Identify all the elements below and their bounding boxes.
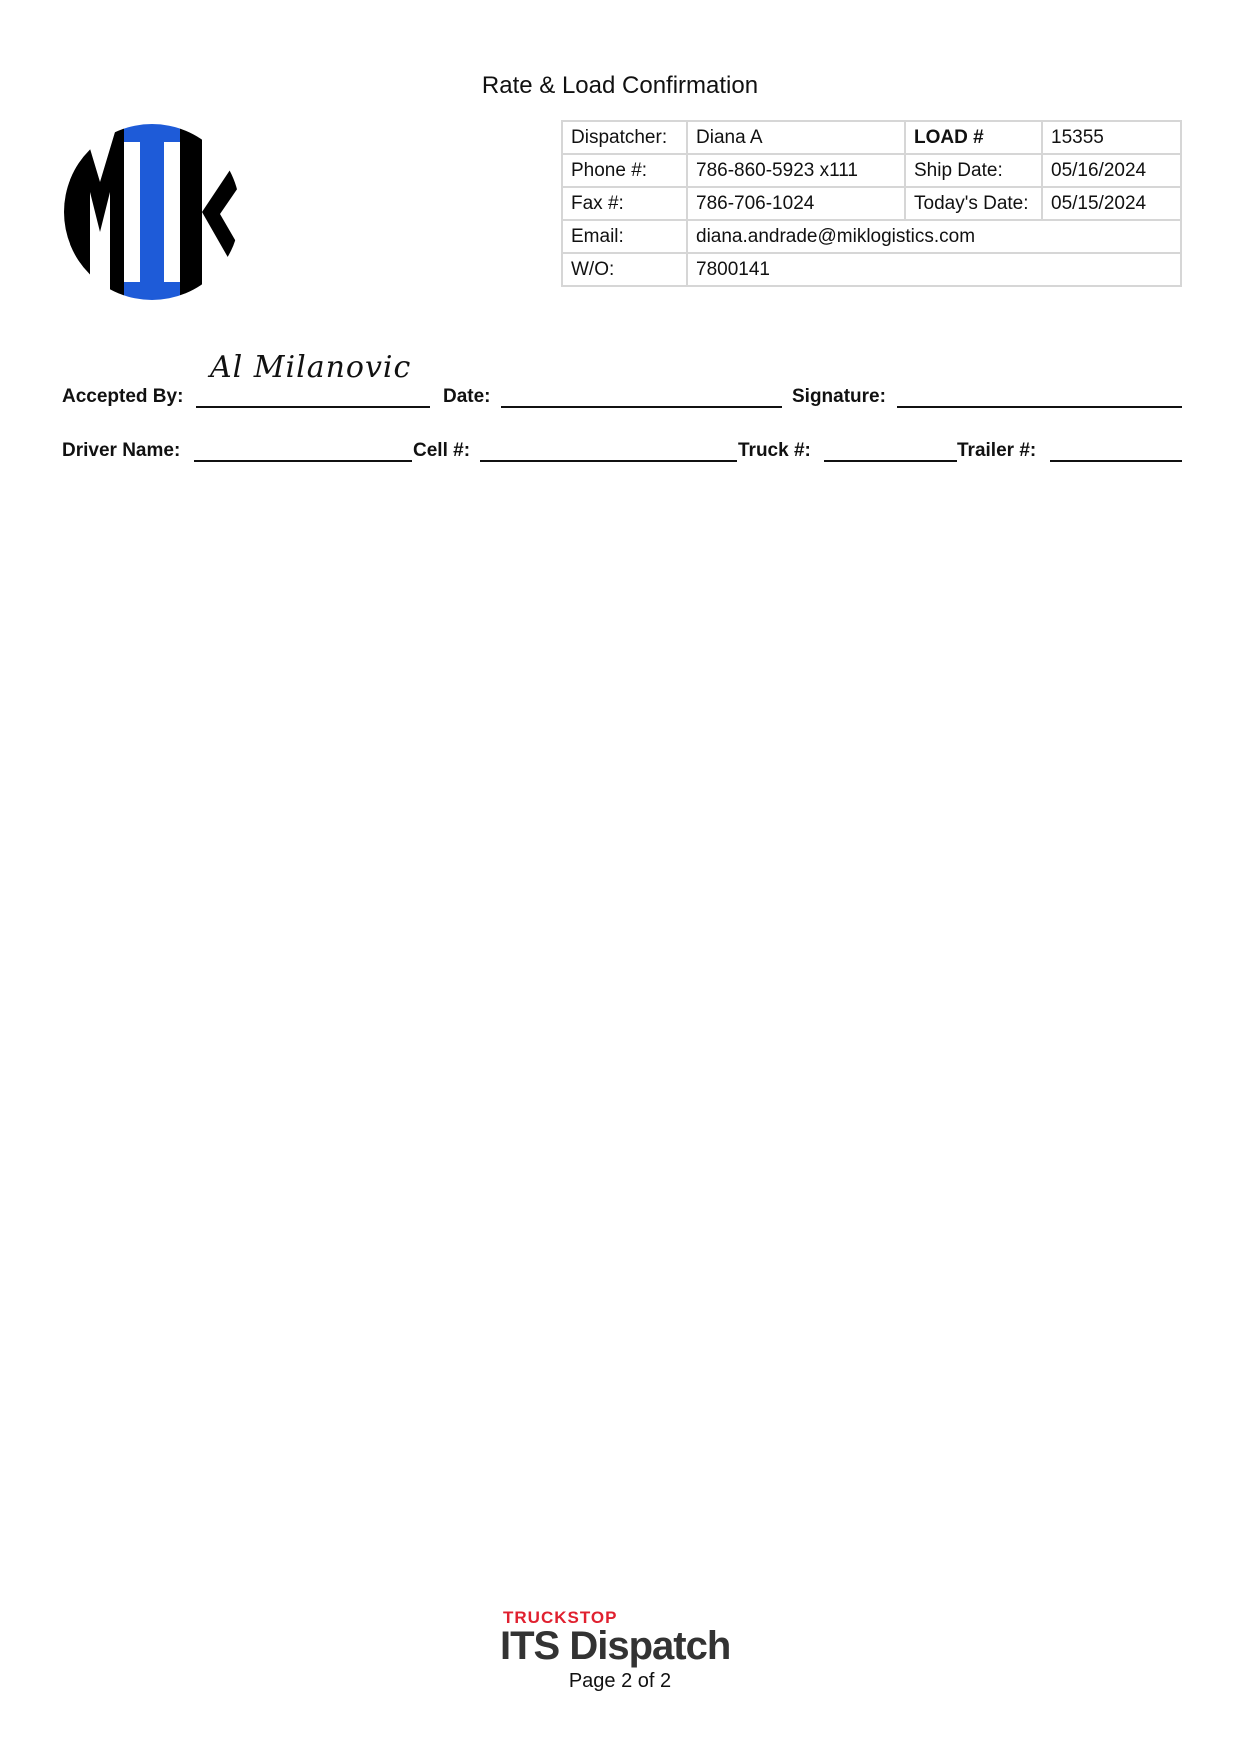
truckstop-brand: TRUCKSTOP [503, 1608, 618, 1627]
driver-name-label: Driver Name: [62, 440, 181, 461]
fax-label: Fax #: [562, 187, 687, 220]
accepted-by-field[interactable] [196, 406, 430, 408]
phone-label: Phone #: [562, 154, 687, 187]
wo-label: W/O: [562, 253, 687, 286]
todays-date-value: 05/15/2024 [1042, 187, 1181, 220]
ship-date-label: Ship Date: [905, 154, 1042, 187]
mik-logo [62, 122, 242, 302]
email-label: Email: [562, 220, 687, 253]
fax-value: 786-706-1024 [687, 187, 905, 220]
phone-value: 786-860-5923 x111 [687, 154, 905, 187]
email-value: diana.andrade@miklogistics.com [687, 220, 1181, 253]
signature-field[interactable] [897, 406, 1182, 408]
accepted-by-signature: Al Milanovic [210, 350, 412, 385]
wo-value: 7800141 [687, 253, 1181, 286]
truck-field[interactable] [824, 460, 957, 462]
document-title: Rate & Load Confirmation [481, 72, 759, 99]
ship-date-value: 05/16/2024 [1042, 154, 1181, 187]
accepted-by-label: Accepted By: [62, 386, 184, 407]
cell-field[interactable] [480, 460, 737, 462]
trailer-label: Trailer #: [957, 440, 1037, 461]
load-label: LOAD # [905, 121, 1042, 154]
signature-label: Signature: [792, 386, 886, 407]
todays-date-label: Today's Date: [905, 187, 1042, 220]
dispatcher-value: Diana A [687, 121, 905, 154]
date-field[interactable] [501, 406, 782, 408]
trailer-field[interactable] [1050, 460, 1182, 462]
its-dispatch-brand: ITS Dispatch [500, 1624, 731, 1668]
load-value: 15355 [1042, 121, 1181, 154]
page-number: Page 2 of 2 [568, 1670, 672, 1692]
cell-label: Cell #: [413, 440, 471, 461]
date-label: Date: [443, 386, 491, 407]
driver-row [62, 432, 1182, 462]
driver-name-field[interactable] [194, 460, 412, 462]
truck-label: Truck #: [738, 440, 811, 461]
load-info-table [561, 120, 1182, 287]
dispatcher-label: Dispatcher: [562, 121, 687, 154]
